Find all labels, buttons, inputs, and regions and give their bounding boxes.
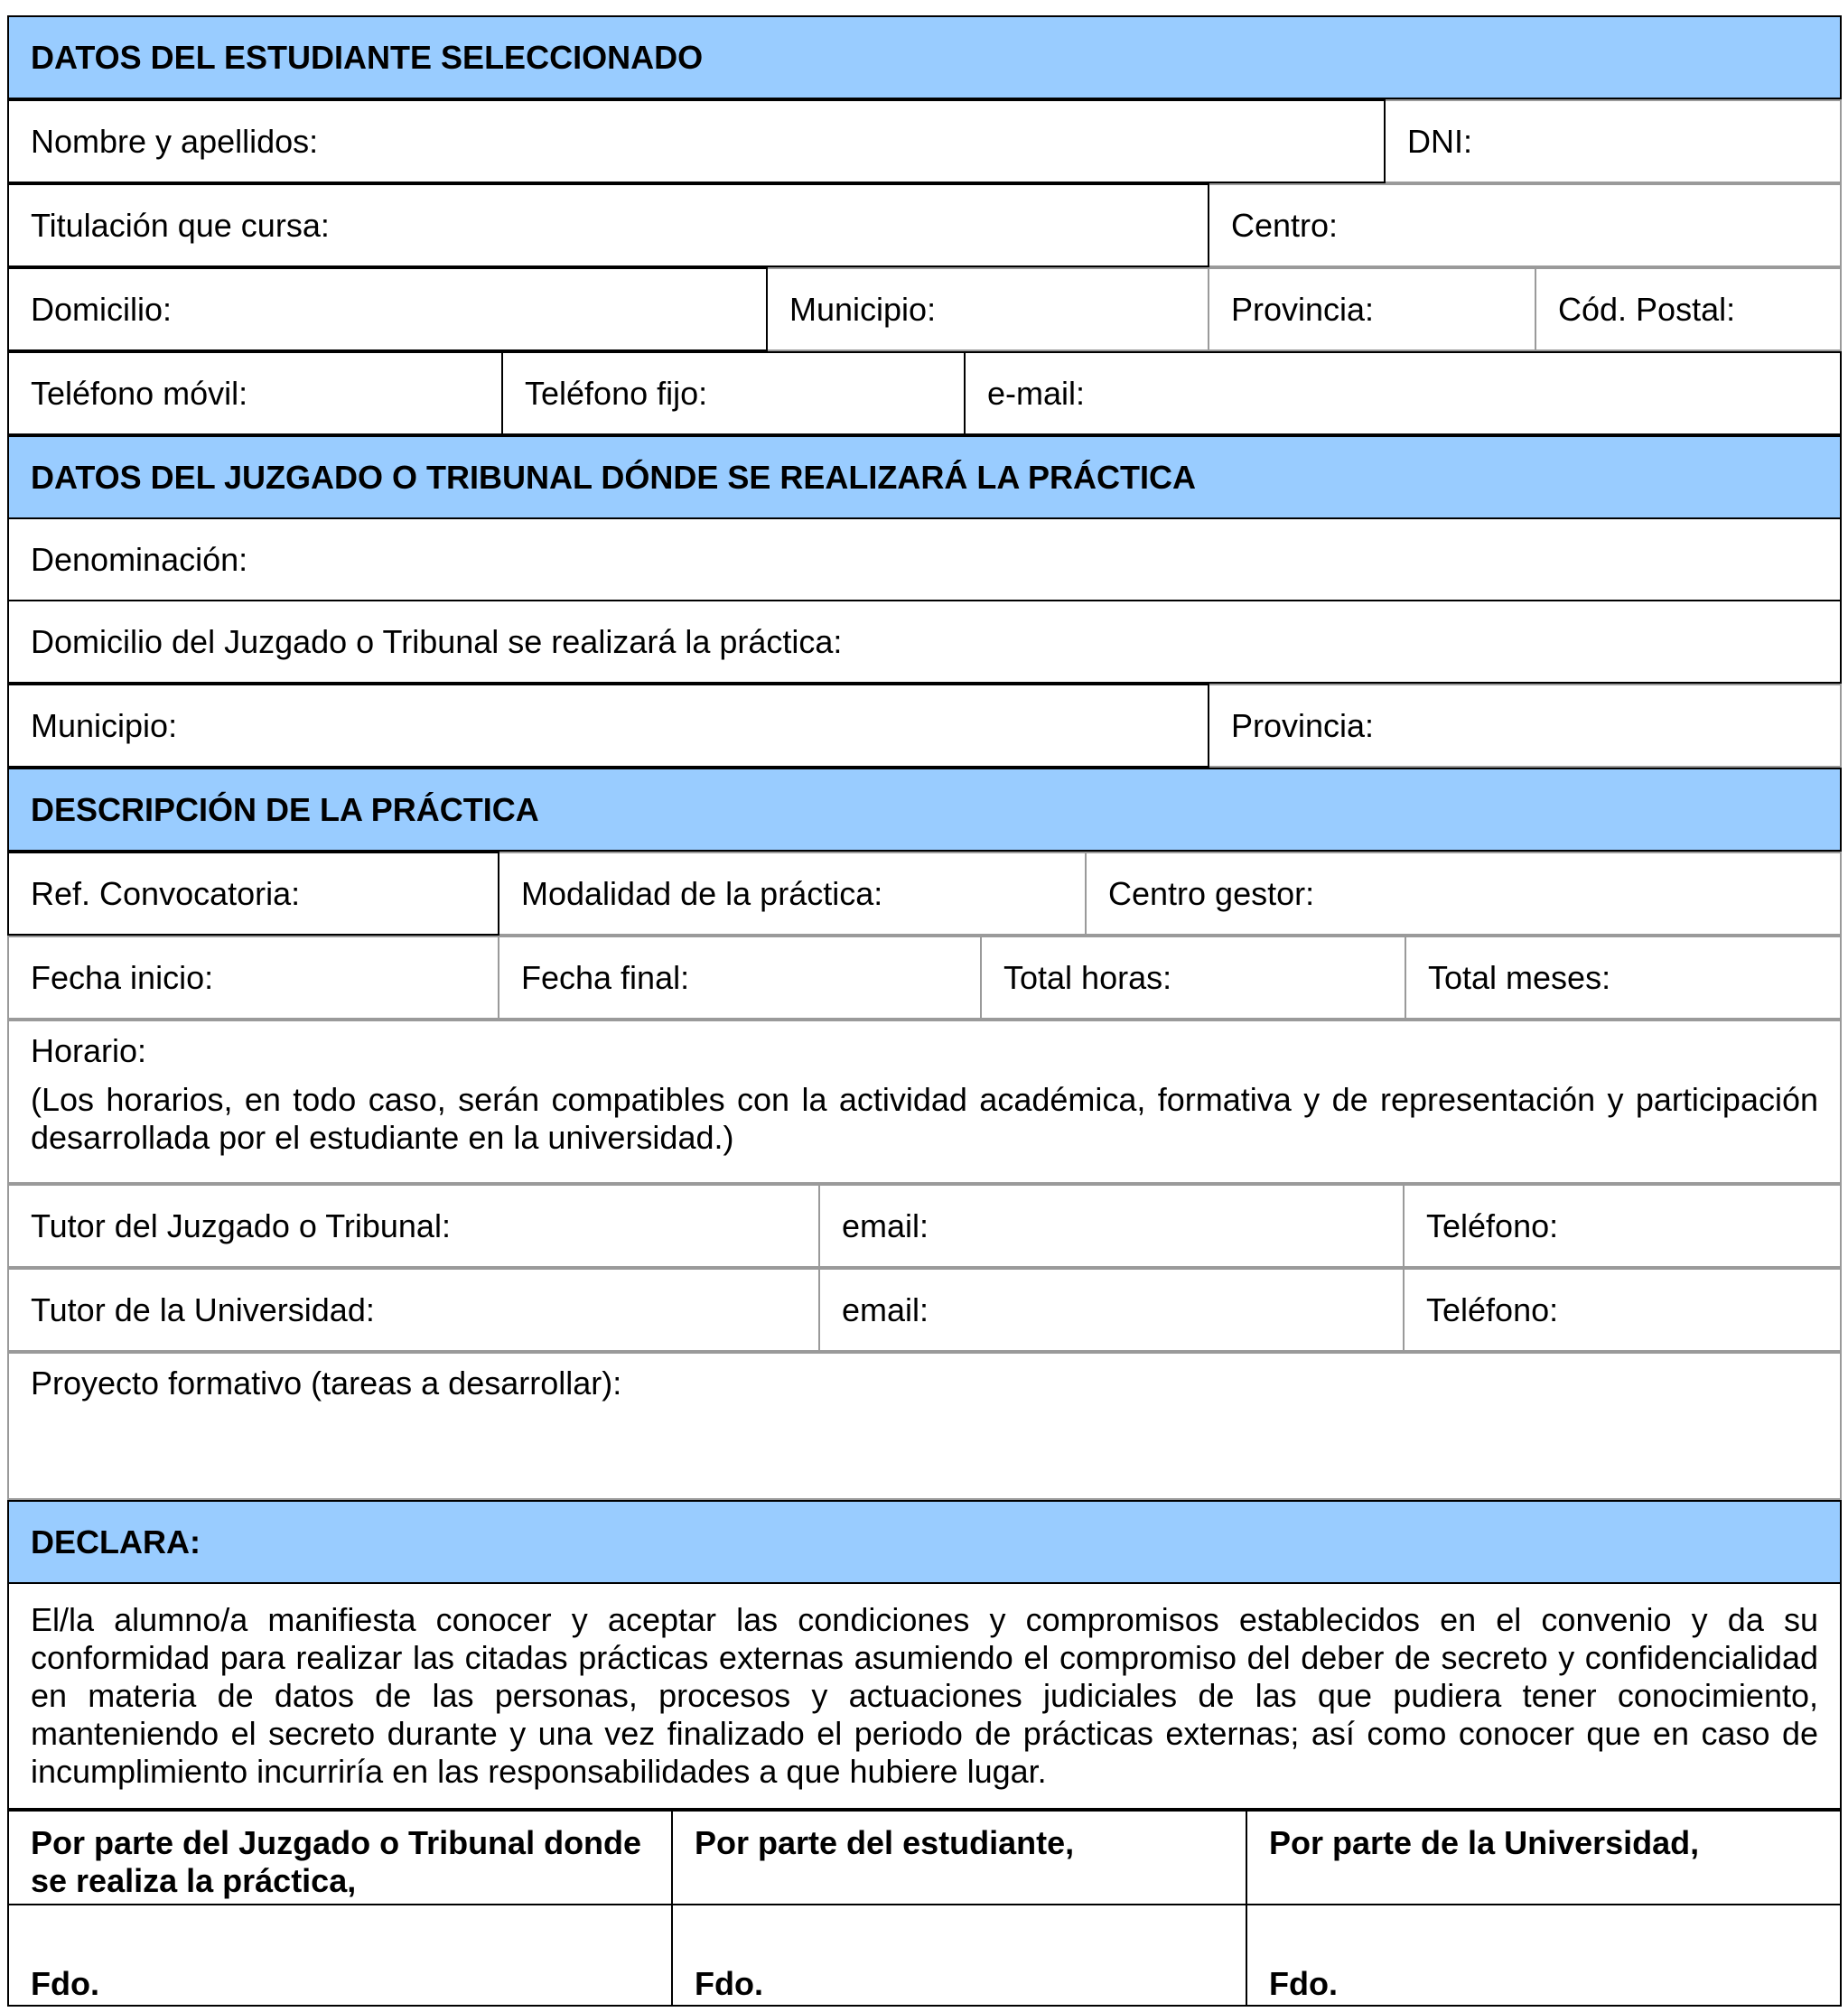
horario-note: (Los horarios, en todo caso, serán compatibles con la actividad académica, formativa y de representación y participación desarrollada por el estudiante en la universidad.)	[31, 1081, 1818, 1156]
tutor-universidad-field[interactable]: Tutor de la Universidad:	[8, 1269, 819, 1351]
ref-convocatoria-field[interactable]: Ref. Convocatoria:	[8, 852, 499, 935]
horario-label: Horario:	[31, 1032, 147, 1069]
email-field[interactable]: e-mail:	[965, 352, 1841, 434]
total-meses-field[interactable]: Total meses:	[1405, 936, 1841, 1019]
court-domicilio-field[interactable]: Domicilio del Juzgado o Tribunal se realizará la práctica:	[8, 601, 1841, 683]
fecha-final-field[interactable]: Fecha final:	[499, 936, 981, 1019]
signature-estudiante-heading: Por parte del estudiante,	[672, 1811, 1246, 1905]
practice-row-ref	[7, 852, 1842, 936]
signature-universidad-fdo[interactable]: Fdo.	[1246, 1905, 1841, 2006]
tutor-juzgado-email-field[interactable]: email:	[819, 1185, 1404, 1267]
signature-juzgado-fdo[interactable]: Fdo.	[8, 1905, 672, 2006]
declaration-section-title: DECLARA:	[8, 1501, 1841, 1583]
practice-section-title: DESCRIPCIÓN DE LA PRÁCTICA	[8, 768, 1841, 851]
titulacion-field[interactable]: Titulación que cursa:	[8, 184, 1209, 266]
centro-gestor-field[interactable]: Centro gestor:	[1086, 852, 1841, 935]
domicilio-field[interactable]: Domicilio:	[8, 268, 767, 350]
fecha-inicio-field[interactable]: Fecha inicio:	[8, 936, 499, 1019]
practice-form	[7, 15, 1842, 2007]
nombre-field[interactable]: Nombre y apellidos:	[8, 100, 1385, 182]
declaration-table	[7, 1500, 1842, 1810]
tutor-universidad-email-field[interactable]: email:	[819, 1269, 1404, 1351]
practice-row-horario	[7, 1020, 1842, 1184]
tutor-juzgado-field[interactable]: Tutor del Juzgado o Tribunal:	[8, 1185, 819, 1267]
court-data-table	[7, 435, 1842, 684]
signature-universidad-heading: Por parte de la Universidad,	[1246, 1811, 1841, 1905]
telefono-movil-field[interactable]: Teléfono móvil:	[8, 352, 502, 434]
practice-row-proyecto	[7, 1352, 1842, 1500]
court-municipio-field[interactable]: Municipio:	[8, 685, 1209, 767]
student-data-table	[7, 15, 1842, 99]
signatures-table	[7, 1810, 1842, 2007]
student-row-titulacion	[7, 183, 1842, 267]
signature-juzgado-heading: Por parte del Juzgado o Tribunal donde se realiza la práctica,	[8, 1811, 672, 1905]
signature-estudiante-fdo[interactable]: Fdo.	[672, 1905, 1246, 2006]
telefono-fijo-field[interactable]: Teléfono fijo:	[502, 352, 965, 434]
student-row-domicilio	[7, 267, 1842, 351]
tutor-universidad-telefono-field[interactable]: Teléfono:	[1404, 1269, 1841, 1351]
student-section-title: DATOS DEL ESTUDIANTE SELECCIONADO	[8, 16, 1841, 98]
tutor-juzgado-telefono-field[interactable]: Teléfono:	[1404, 1185, 1841, 1267]
court-row-location	[7, 684, 1842, 768]
modalidad-field[interactable]: Modalidad de la práctica:	[499, 852, 1086, 935]
centro-field[interactable]: Centro:	[1209, 184, 1841, 266]
denominacion-field[interactable]: Denominación:	[8, 518, 1841, 601]
municipio-field[interactable]: Municipio:	[767, 268, 1209, 350]
student-row-name	[7, 99, 1842, 183]
practice-row-tutor-universidad	[7, 1268, 1842, 1352]
proyecto-field[interactable]: Proyecto formativo (tareas a desarrollar):	[8, 1353, 1841, 1499]
practice-row-tutor-juzgado	[7, 1184, 1842, 1268]
practice-row-dates	[7, 936, 1842, 1020]
student-row-contact	[7, 351, 1842, 435]
dni-field[interactable]: DNI:	[1385, 100, 1841, 182]
practice-description-table	[7, 768, 1842, 852]
horario-field[interactable]	[8, 1020, 1841, 1183]
declaration-text: El/la alumno/a manifiesta conocer y aceptar las condiciones y compromisos establecidos en el convenio y da su conformidad para realizar las citadas prácticas externas asumiendo el compromiso del deber de secreto y confidencialidad en materia de datos de las personas, procesos y actuaciones judiciales de las que pudiera tener conocimiento, manteniendo el secreto durante y una vez finalizado el periodo de prácticas externas; así como conocer que en caso de incumplimiento incurriría en las responsabilidades a que hubiere lugar.	[8, 1583, 1841, 1809]
provincia-field[interactable]: Provincia:	[1209, 268, 1535, 350]
court-section-title: DATOS DEL JUZGADO O TRIBUNAL DÓNDE SE REALIZARÁ LA PRÁCTICA	[8, 436, 1841, 518]
cod-postal-field[interactable]: Cód. Postal:	[1535, 268, 1841, 350]
total-horas-field[interactable]: Total horas:	[981, 936, 1405, 1019]
court-provincia-field[interactable]: Provincia:	[1209, 685, 1841, 767]
